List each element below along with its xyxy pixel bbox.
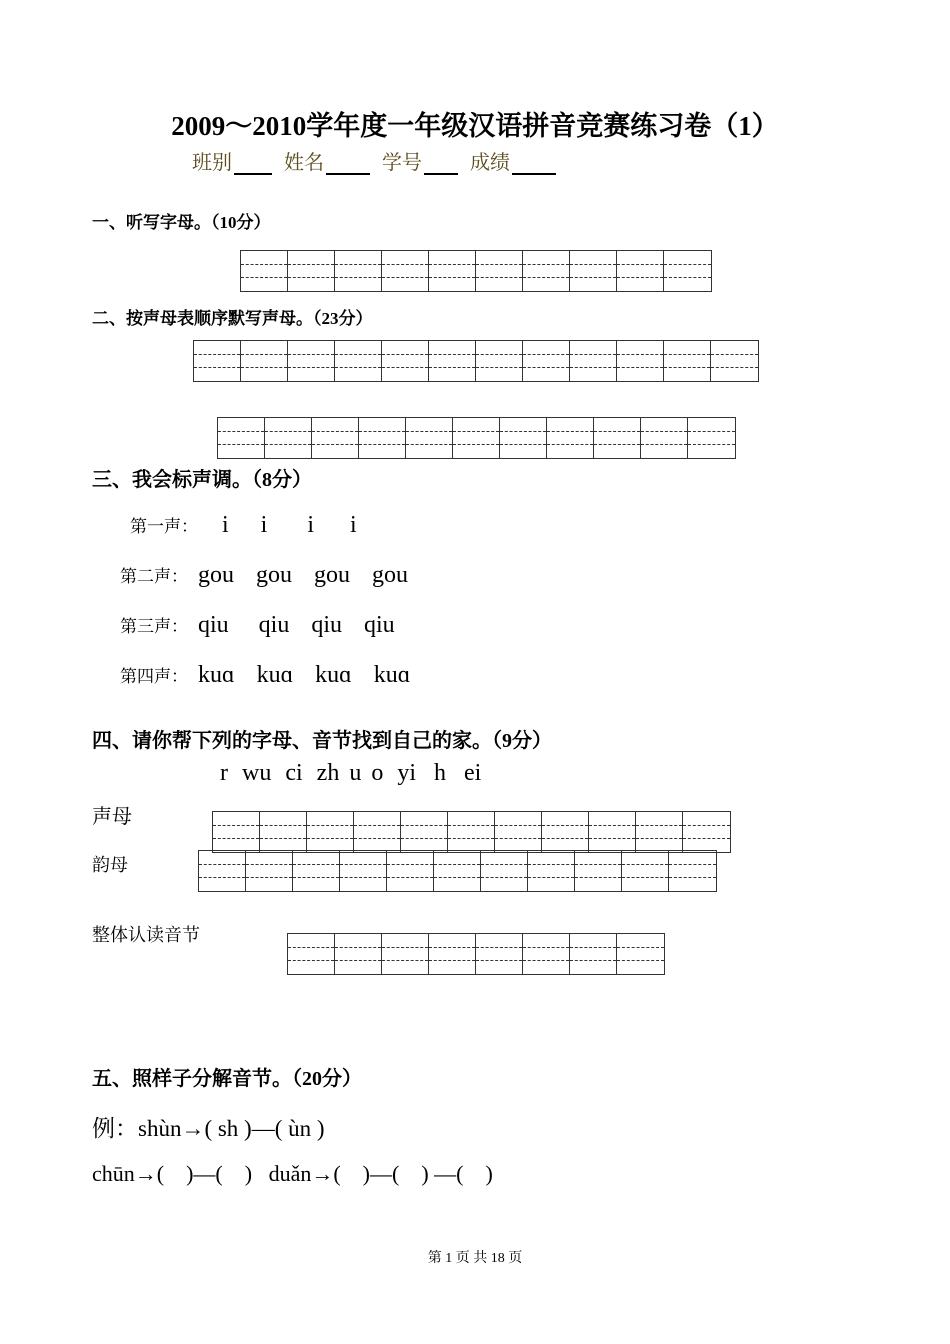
syllable[interactable]: kuɑ <box>198 662 235 688</box>
writing-cell[interactable] <box>429 251 476 291</box>
name-blank[interactable] <box>326 153 370 175</box>
id-field[interactable] <box>382 146 458 175</box>
writing-cell[interactable] <box>688 418 735 458</box>
yunmu-label: 韵母 <box>92 855 128 875</box>
writing-cell[interactable] <box>664 341 711 381</box>
section-5-heading: 五、照样子分解音节。（20分） <box>92 1068 362 1090</box>
writing-cell[interactable] <box>382 341 429 381</box>
syllable[interactable]: i <box>350 512 357 538</box>
writing-cell[interactable] <box>476 341 523 381</box>
tone-row-1 <box>130 512 379 539</box>
section-1-grid[interactable] <box>240 250 712 292</box>
class-field[interactable] <box>192 146 272 175</box>
writing-cell[interactable] <box>382 251 429 291</box>
writing-cell[interactable] <box>288 341 335 381</box>
syllable[interactable]: qiu <box>311 612 343 638</box>
writing-cell[interactable] <box>335 251 382 291</box>
shengmu-grid[interactable] <box>212 811 731 853</box>
writing-cell[interactable] <box>335 341 382 381</box>
syllable[interactable]: kuɑ <box>373 662 411 688</box>
shengmu-label: 声母 <box>92 806 132 828</box>
writing-cell[interactable] <box>340 851 387 891</box>
tone-row-3 <box>120 612 417 639</box>
writing-cell[interactable] <box>335 934 382 974</box>
writing-cell[interactable] <box>387 851 434 891</box>
writing-cell[interactable] <box>523 934 570 974</box>
writing-cell[interactable] <box>570 251 617 291</box>
writing-cell[interactable] <box>683 812 730 852</box>
tone-label: 第一声： <box>130 517 198 536</box>
item[interactable]: o <box>371 760 384 786</box>
yunmu-grid[interactable] <box>198 850 717 892</box>
syllable[interactable]: i <box>307 512 315 538</box>
syllable[interactable]: kuɑ <box>256 662 294 688</box>
writing-cell[interactable] <box>359 418 406 458</box>
writing-cell[interactable] <box>429 341 476 381</box>
name-field[interactable] <box>284 146 370 175</box>
syllable[interactable]: qiu <box>258 612 290 638</box>
name-label: 姓名 <box>284 152 324 174</box>
writing-cell[interactable] <box>312 418 359 458</box>
class-label: 班别 <box>192 152 232 174</box>
writing-cell[interactable] <box>288 934 335 974</box>
writing-cell[interactable] <box>265 418 312 458</box>
item[interactable]: ei <box>464 760 482 786</box>
writing-cell[interactable] <box>401 812 448 852</box>
writing-cell[interactable] <box>641 418 688 458</box>
writing-cell[interactable] <box>617 251 664 291</box>
writing-cell[interactable] <box>194 341 241 381</box>
syllable[interactable]: gou <box>198 562 234 588</box>
writing-cell[interactable] <box>636 812 683 852</box>
section-3-heading: 三、我会标声调。（8分） <box>92 469 312 491</box>
writing-cell[interactable] <box>293 851 340 891</box>
writing-cell[interactable] <box>288 251 335 291</box>
zhengti-label: 整体认读音节 <box>92 925 200 945</box>
writing-cell[interactable] <box>448 812 495 852</box>
syllable[interactable]: i <box>222 512 229 538</box>
writing-cell[interactable] <box>453 418 500 458</box>
section-4-heading: 四、请你帮下列的字母、音节找到自己的家。（9分） <box>92 730 552 752</box>
score-label: 成绩 <box>470 152 510 174</box>
writing-cell[interactable] <box>429 934 476 974</box>
zhengti-grid[interactable] <box>287 933 665 975</box>
syllable[interactable]: i <box>260 512 268 538</box>
section-1-heading: 一、听写字母。（10分） <box>92 213 271 232</box>
writing-cell[interactable] <box>617 934 664 974</box>
task-line[interactable]: chūn→( )—( ) duǎn→( )—( ) —( ) <box>92 1161 493 1186</box>
score-blank[interactable] <box>512 153 556 175</box>
writing-cell[interactable] <box>218 418 265 458</box>
item[interactable]: h <box>434 760 446 786</box>
writing-cell[interactable] <box>354 812 401 852</box>
item[interactable]: yi <box>397 760 416 786</box>
writing-cell[interactable] <box>575 851 622 891</box>
syllable[interactable]: qiu <box>364 612 395 638</box>
writing-cell[interactable] <box>523 251 570 291</box>
tone-row-4 <box>120 662 432 689</box>
class-blank[interactable] <box>234 153 272 175</box>
syllable[interactable]: kuɑ <box>315 662 352 688</box>
writing-cell[interactable] <box>213 812 260 852</box>
id-label: 学号 <box>382 152 422 174</box>
writing-cell[interactable] <box>406 418 453 458</box>
score-field[interactable] <box>470 146 556 175</box>
writing-cell[interactable] <box>199 851 246 891</box>
writing-cell[interactable] <box>617 341 664 381</box>
writing-cell[interactable] <box>382 934 429 974</box>
writing-cell[interactable] <box>669 851 716 891</box>
writing-cell[interactable] <box>570 341 617 381</box>
tone-label: 第三声： <box>120 617 188 636</box>
tone-row-2 <box>120 562 430 589</box>
section-2-heading: 二、按声母表顺序默写声母。（23分） <box>92 309 373 328</box>
student-info <box>192 146 556 175</box>
writing-cell[interactable] <box>594 418 641 458</box>
item[interactable]: r <box>220 760 228 786</box>
id-blank[interactable] <box>424 153 458 175</box>
syllable[interactable]: gou <box>314 562 350 588</box>
item[interactable]: ci <box>285 760 303 786</box>
writing-cell[interactable] <box>500 418 547 458</box>
writing-cell[interactable] <box>495 812 542 852</box>
writing-cell[interactable] <box>481 851 528 891</box>
item[interactable]: u <box>349 760 362 786</box>
item[interactable]: wu <box>242 760 272 786</box>
writing-cell[interactable] <box>260 812 307 852</box>
writing-cell[interactable] <box>476 251 523 291</box>
writing-cell[interactable] <box>589 812 636 852</box>
writing-cell[interactable] <box>622 851 669 891</box>
writing-cell[interactable] <box>246 851 293 891</box>
item[interactable]: zh <box>316 760 340 786</box>
writing-cell[interactable] <box>542 812 589 852</box>
writing-cell[interactable] <box>476 934 523 974</box>
items-to-sort <box>220 760 495 787</box>
writing-cell[interactable] <box>711 341 758 381</box>
writing-cell[interactable] <box>434 851 481 891</box>
tone-label: 第二声： <box>120 567 188 586</box>
syllable[interactable]: qiu <box>198 612 229 638</box>
page-footer: 第 1 页 共 18 页 <box>427 1251 523 1266</box>
tone-label: 第四声： <box>120 667 188 686</box>
section-2-grid-row1[interactable] <box>193 340 759 382</box>
syllable[interactable]: gou <box>256 562 292 588</box>
example-line: 例：shùn→( sh )—( ùn ) <box>92 1116 325 1141</box>
section-2-grid-row2[interactable] <box>217 417 736 459</box>
writing-cell[interactable] <box>547 418 594 458</box>
writing-cell[interactable] <box>664 251 711 291</box>
writing-cell[interactable] <box>241 251 288 291</box>
writing-cell[interactable] <box>241 341 288 381</box>
writing-cell[interactable] <box>570 934 617 974</box>
writing-cell[interactable] <box>523 341 570 381</box>
page-title: 2009～2010学年度一年级汉语拼音竞赛练习卷（1） <box>171 111 779 141</box>
writing-cell[interactable] <box>307 812 354 852</box>
syllable[interactable]: gou <box>372 562 408 588</box>
writing-cell[interactable] <box>528 851 575 891</box>
